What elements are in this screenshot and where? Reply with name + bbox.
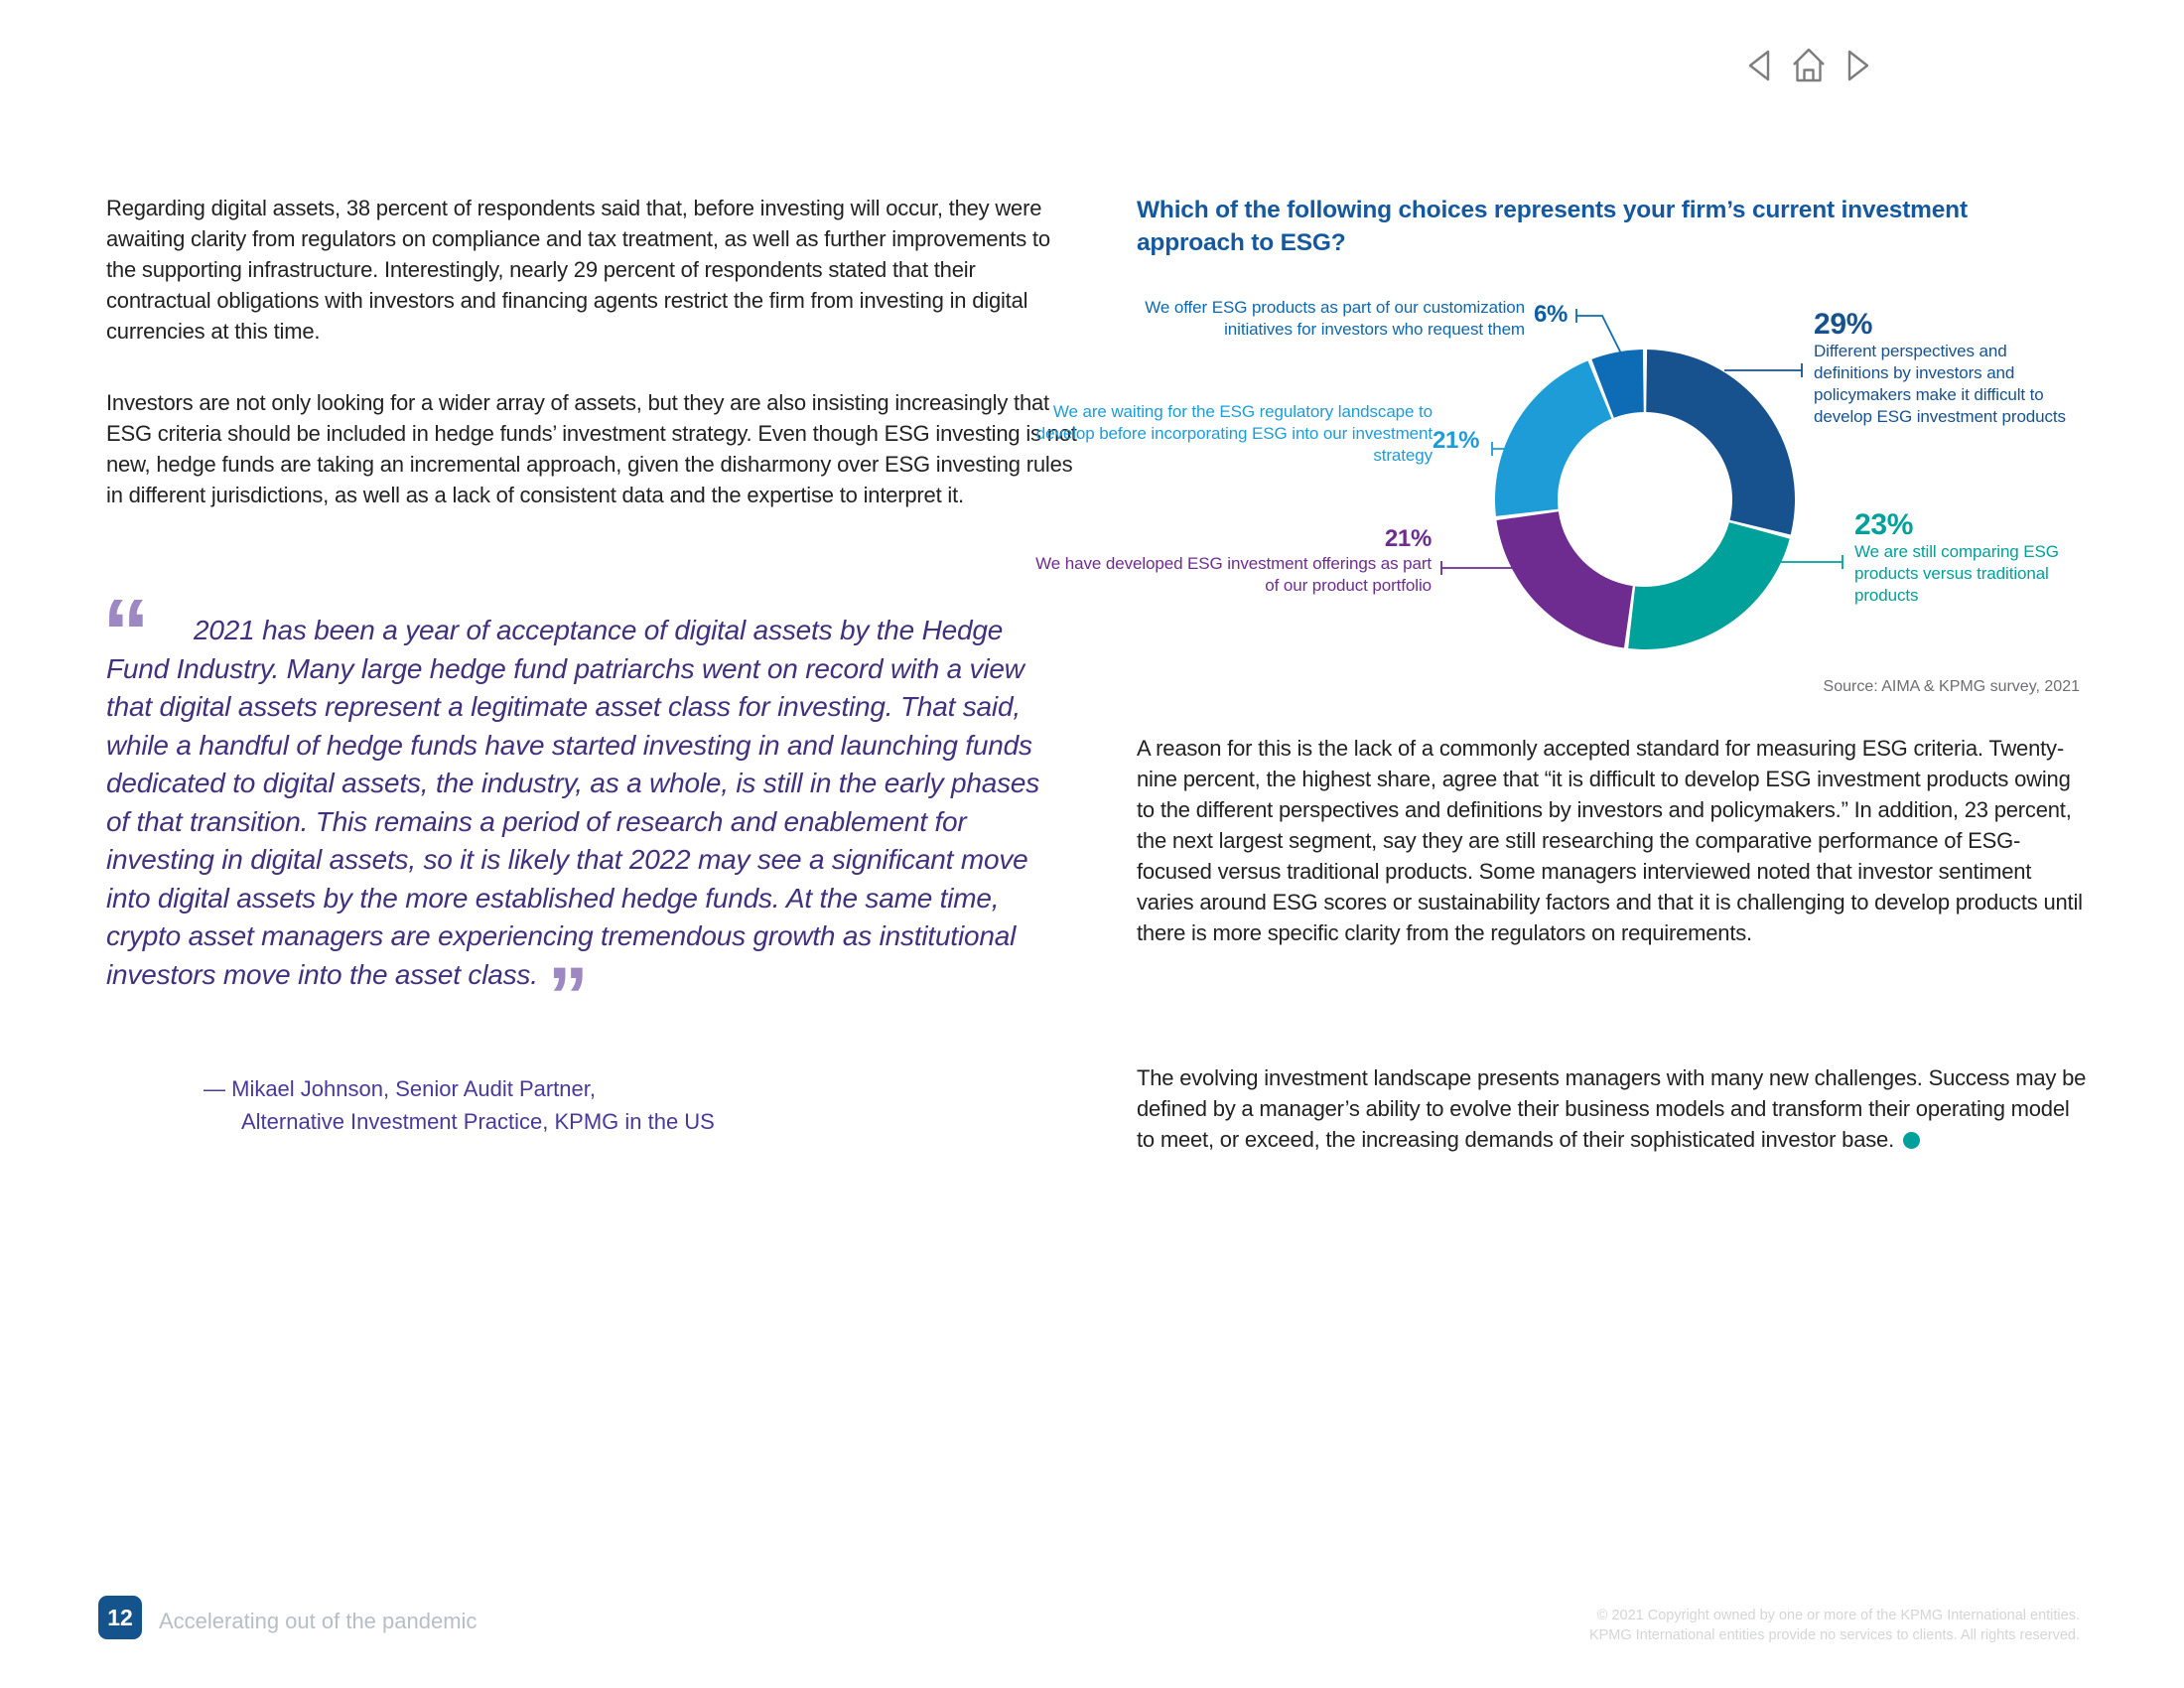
pull-quote-text: 2021 has been a year of acceptance of digital assets by the Hedge Fund Industry. Many large hedge fund patriarchs went on record with a view that digital assets represent a legitimate asset class for investing. That said, while a handful of hedge funds have started investing in and launching funds dedicated to digital assets, the industry, as a whole, is still in the early phases of that transition. This remains a period of research and enablement for investing in digital assets, so it is likely that 2022 may see a significant move into digital assets by the more established hedge funds. At the same time, crypto asset managers are experiencing tremendous growth as institutional investors move into the asset class. (106, 615, 1040, 990)
paragraph-esg-criteria: Investors are not only looking for a wider array of assets, but they are also insisting increasingly that ESG criteria should be included in hedge funds’ investment strategy. Even though ESG investing is not new, hedge funds are taking an incremental approach, given the disharmony over ESG investing rules in different jurisdictions, as well as a lack of consistent data and the expertise to interpret it. (106, 390, 1077, 507)
attribution-role: Alternative Investment Practice, KPMG in the US (241, 1109, 715, 1134)
slice-value-21pct-developed: 21% (1384, 525, 1432, 552)
slice-label-developed-offerings: We have developed ESG investment offerings as part of our product portfolio (1035, 554, 1432, 595)
close-quote-icon: ” (547, 950, 589, 1042)
copyright-line2: KPMG International entities provide no services to clients. All rights reserved. (1588, 1627, 2080, 1643)
slice-group-comparing-products (1854, 508, 2093, 607)
slice-group-different-perspectives (1814, 308, 2084, 428)
slice-value-21pct-waiting: 21% (1433, 427, 1480, 454)
donut-slice-21% (1495, 360, 1611, 515)
forward-icon[interactable] (1839, 44, 1878, 87)
open-quote-icon: “ (102, 580, 150, 686)
copyright-notice (1484, 1606, 2080, 1645)
paragraph-digital-assets: Regarding digital assets, 38 percent of respondents said that, before investing will occur, they were awaiting clarity from regulators on compliance and tax treatment, as well as further improvements to the supporting infrastructure. Interestingly, nearly 29 percent of respondents stated that their contractual obligations with investors and financing agents restrict the firm from investing in digital currencies at this time. (106, 196, 1050, 344)
slice-value-23pct: 23% (1854, 508, 1914, 541)
donut-slice-6% (1591, 350, 1643, 418)
slice-label-offer-esg-products: We offer ESG products as part of our customization initiatives for investors who request them (1145, 298, 1525, 339)
paragraph-evolving-landscape (1137, 1062, 2090, 1155)
chart-title: Which of the following choices represents your firm’s current investment approach to ESG? (1137, 197, 1968, 256)
quote-attribution (204, 1072, 715, 1138)
slice-group-developed-offerings (1034, 525, 1432, 597)
donut-slice-23% (1628, 522, 1790, 649)
slice-label-different-perspectives: Different perspectives and definitions by investors and policymakers make it difficult to develop ESG investment products (1814, 342, 2066, 426)
attribution-name: — Mikael Johnson, Senior Audit Partner, (204, 1076, 596, 1101)
back-icon[interactable] (1739, 44, 1779, 87)
pull-quote (106, 612, 1064, 1042)
slice-value-6pct: 6% (1534, 301, 1569, 328)
donut-slice-29% (1646, 350, 1795, 535)
page-number-badge: 12 (98, 1596, 142, 1639)
paragraph-evolving-landscape-text: The evolving investment landscape presents managers with many new challenges. Success may be defined by a manager’s ability to evolve their business models and transform their operating model to meet, or exceed, the increasing demands of their sophisticated investor base. (1137, 1065, 2087, 1152)
chart-source: Source: AIMA & KPMG survey, 2021 (1823, 678, 2080, 695)
donut-slice-21% (1496, 511, 1632, 647)
footer-report-title: Accelerating out of the pandemic (159, 1609, 478, 1633)
paragraph-esg-standard: A reason for this is the lack of a commonly accepted standard for measuring ESG criteria. Twenty-nine percent, the highest share, agree that “it is difficult to develop ESG investment products owing to the different perspectives and definitions by investors and policymakers.” In addition, 23 percent, the next largest segment, say they are still researching the comparative performance of ESG-focused versus traditional products. Some managers interviewed noted that investor sentiment varies around ESG scores or sustainability factors and that it is challenging to develop products until there is more specific clarity from the regulators on requirements. (1137, 736, 2083, 945)
donut-chart-rings (1479, 334, 1811, 665)
end-of-article-dot-icon (1903, 1132, 1920, 1149)
slice-value-29pct: 29% (1814, 308, 1873, 341)
copyright-line1: © 2021 Copyright owned by one or more of the KPMG International entities. (1596, 1608, 2080, 1623)
slice-label-comparing-products: We are still comparing ESG products versus traditional products (1854, 542, 2059, 605)
home-icon[interactable] (1786, 44, 1832, 87)
page-navigation (1739, 44, 1878, 87)
slice-label-waiting-regulatory: We are waiting for the ESG regulatory landscape to develop before incorporating ESG into our investment strategy (1035, 402, 1433, 465)
